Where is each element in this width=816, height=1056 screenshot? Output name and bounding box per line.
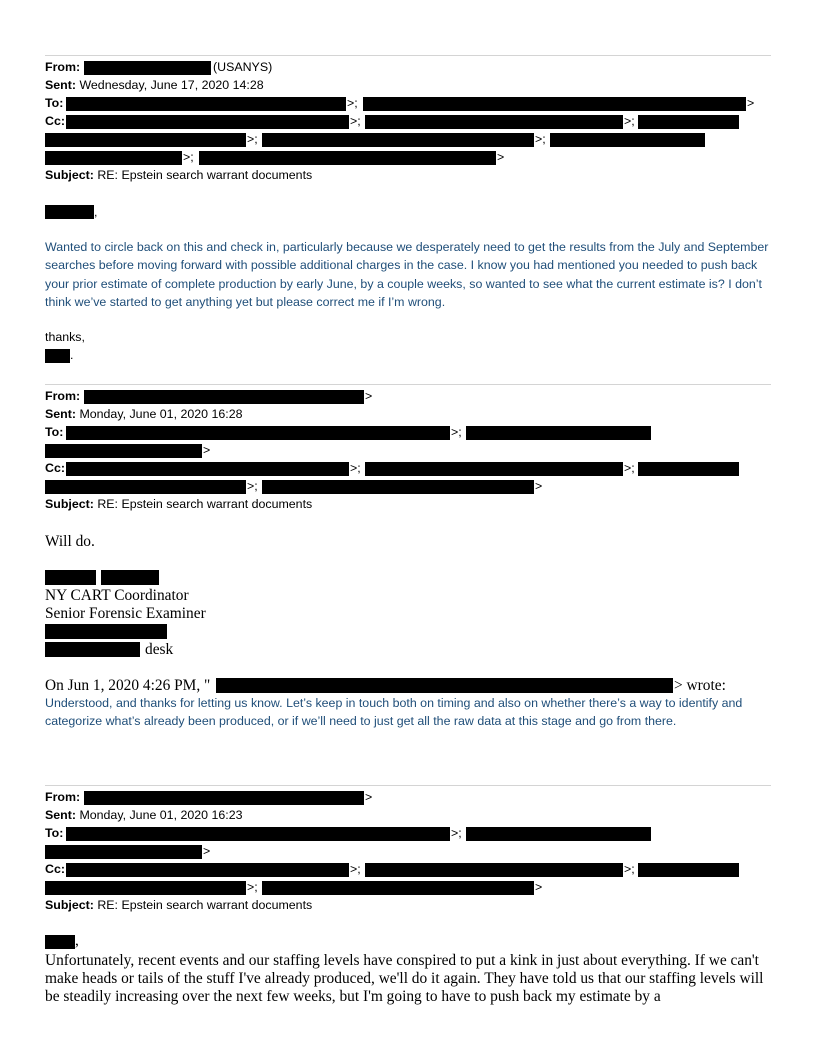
greeting-punct: , <box>94 205 98 219</box>
separator-line <box>45 384 771 385</box>
email1-subject: Subject: RE: Epstein search warrant documents <box>45 168 313 182</box>
email1-to-label: To: <box>45 96 64 110</box>
email2-from-label: From: <box>45 389 81 403</box>
redaction-box <box>638 863 739 877</box>
email3-subject: Subject: RE: Epstein search warrant documents <box>45 898 313 912</box>
email3-body: Unfortunately, recent events and our staffing levels have conspired to put a kink in just about everything. If we can't make heads or tails of the stuff I've already produced, we'll do it again. They have told us that our staffing levels will be steadily increasing over the next few weeks, but I'm going to have to push back my estimate by a <box>45 952 764 1005</box>
email3-cc-label: Cc: <box>45 862 65 876</box>
redaction-box <box>66 426 450 440</box>
separator-text: >; <box>350 461 361 475</box>
email1-from-label: From: <box>45 60 81 74</box>
separator-line <box>45 55 771 56</box>
separator-text: >; <box>451 826 462 840</box>
separator-text: >; <box>350 862 361 876</box>
redaction-box <box>66 462 349 476</box>
redaction-box <box>66 97 346 111</box>
redaction-box <box>365 462 623 476</box>
redaction-box <box>216 678 673 693</box>
redaction-box <box>365 115 623 129</box>
email2-quote-body: Understood, and thanks for letting us know. Let’s keep in touch both on timing and also on whether there’s a way to identify and categorize what’s already been produced, or if we’ll need to just get all the raw data at this stage and go from there. <box>45 696 743 729</box>
redaction-box <box>262 133 534 147</box>
redaction-box <box>45 444 202 458</box>
email2-body: Will do. <box>45 533 95 550</box>
sig-title-1: NY CART Coordinator <box>45 587 189 604</box>
redaction-box <box>45 624 167 639</box>
sig-punct: . <box>70 348 74 362</box>
redaction-box <box>363 97 746 111</box>
redaction-box <box>466 426 651 440</box>
redaction-box <box>84 791 364 805</box>
greeting-punct: , <box>75 932 79 949</box>
redaction-box <box>45 133 246 147</box>
email1-signoff: thanks, <box>45 330 85 344</box>
separator-text: > <box>203 844 211 858</box>
redaction-box <box>45 881 246 895</box>
email3-from-label: From: <box>45 790 81 804</box>
redaction-box <box>45 642 140 657</box>
redaction-box <box>84 390 364 404</box>
redaction-box <box>262 881 534 895</box>
email1-body: Wanted to circle back on this and check in, particularly because we desperately need to get the results from the July and September searches before moving forward with possible additional charges in the case. I know you had mentioned you needed to push back your prior estimate of complete production by early June, by a couple weeks, so wanted to see what the current estimate is? I don’t think we’ve started to get anything yet but please correct me if I’m wrong. <box>45 240 769 309</box>
separator-line <box>45 785 771 786</box>
separator-text: >; <box>624 862 635 876</box>
separator-text: > <box>535 479 543 493</box>
sig-title-2: Senior Forensic Examiner <box>45 605 206 622</box>
separator-text: >; <box>624 114 635 128</box>
redaction-box <box>45 935 75 949</box>
quote-intro-suffix: > wrote: <box>674 677 726 694</box>
separator-text: >; <box>247 880 258 894</box>
redaction-box <box>638 115 739 129</box>
redaction-box <box>101 570 159 585</box>
sig-desk: desk <box>145 641 174 658</box>
email2-subject: Subject: RE: Epstein search warrant documents <box>45 497 313 511</box>
email1-cc-label: Cc: <box>45 114 65 128</box>
redaction-box <box>262 480 534 494</box>
email1-from-suffix: (USANYS) <box>213 60 273 74</box>
separator-text: > <box>747 96 755 110</box>
email2-cc-label: Cc: <box>45 461 65 475</box>
email1-sent: Sent: Wednesday, June 17, 2020 14:28 <box>45 78 264 92</box>
email3-sent: Sent: Monday, June 01, 2020 16:23 <box>45 808 243 822</box>
redaction-box <box>66 115 349 129</box>
separator-text: > <box>365 389 373 403</box>
separator-text: > <box>497 150 505 164</box>
quote-intro-prefix: On Jun 1, 2020 4:26 PM, " <box>45 677 211 694</box>
redaction-box <box>365 863 623 877</box>
separator-text: >; <box>247 132 258 146</box>
separator-text: > <box>535 880 543 894</box>
redaction-box <box>199 151 496 165</box>
redaction-box <box>45 480 246 494</box>
separator-text: >; <box>247 479 258 493</box>
separator-text: >; <box>535 132 546 146</box>
redaction-box <box>45 570 96 585</box>
separator-text: >; <box>183 150 194 164</box>
redaction-box <box>66 863 349 877</box>
separator-text: >; <box>451 425 462 439</box>
email2-sent: Sent: Monday, June 01, 2020 16:28 <box>45 407 243 421</box>
separator-text: >; <box>347 96 358 110</box>
redaction-box <box>45 205 94 219</box>
redaction-box <box>84 61 211 75</box>
redaction-box <box>466 827 651 841</box>
separator-text: >; <box>350 114 361 128</box>
redaction-box <box>45 349 70 363</box>
redaction-box <box>66 827 450 841</box>
redaction-box <box>45 151 182 165</box>
email3-to-label: To: <box>45 826 64 840</box>
redaction-box <box>638 462 739 476</box>
redaction-box <box>45 845 202 859</box>
redaction-box <box>550 133 705 147</box>
separator-text: > <box>365 790 373 804</box>
separator-text: > <box>203 443 211 457</box>
separator-text: >; <box>624 461 635 475</box>
email2-to-label: To: <box>45 425 64 439</box>
